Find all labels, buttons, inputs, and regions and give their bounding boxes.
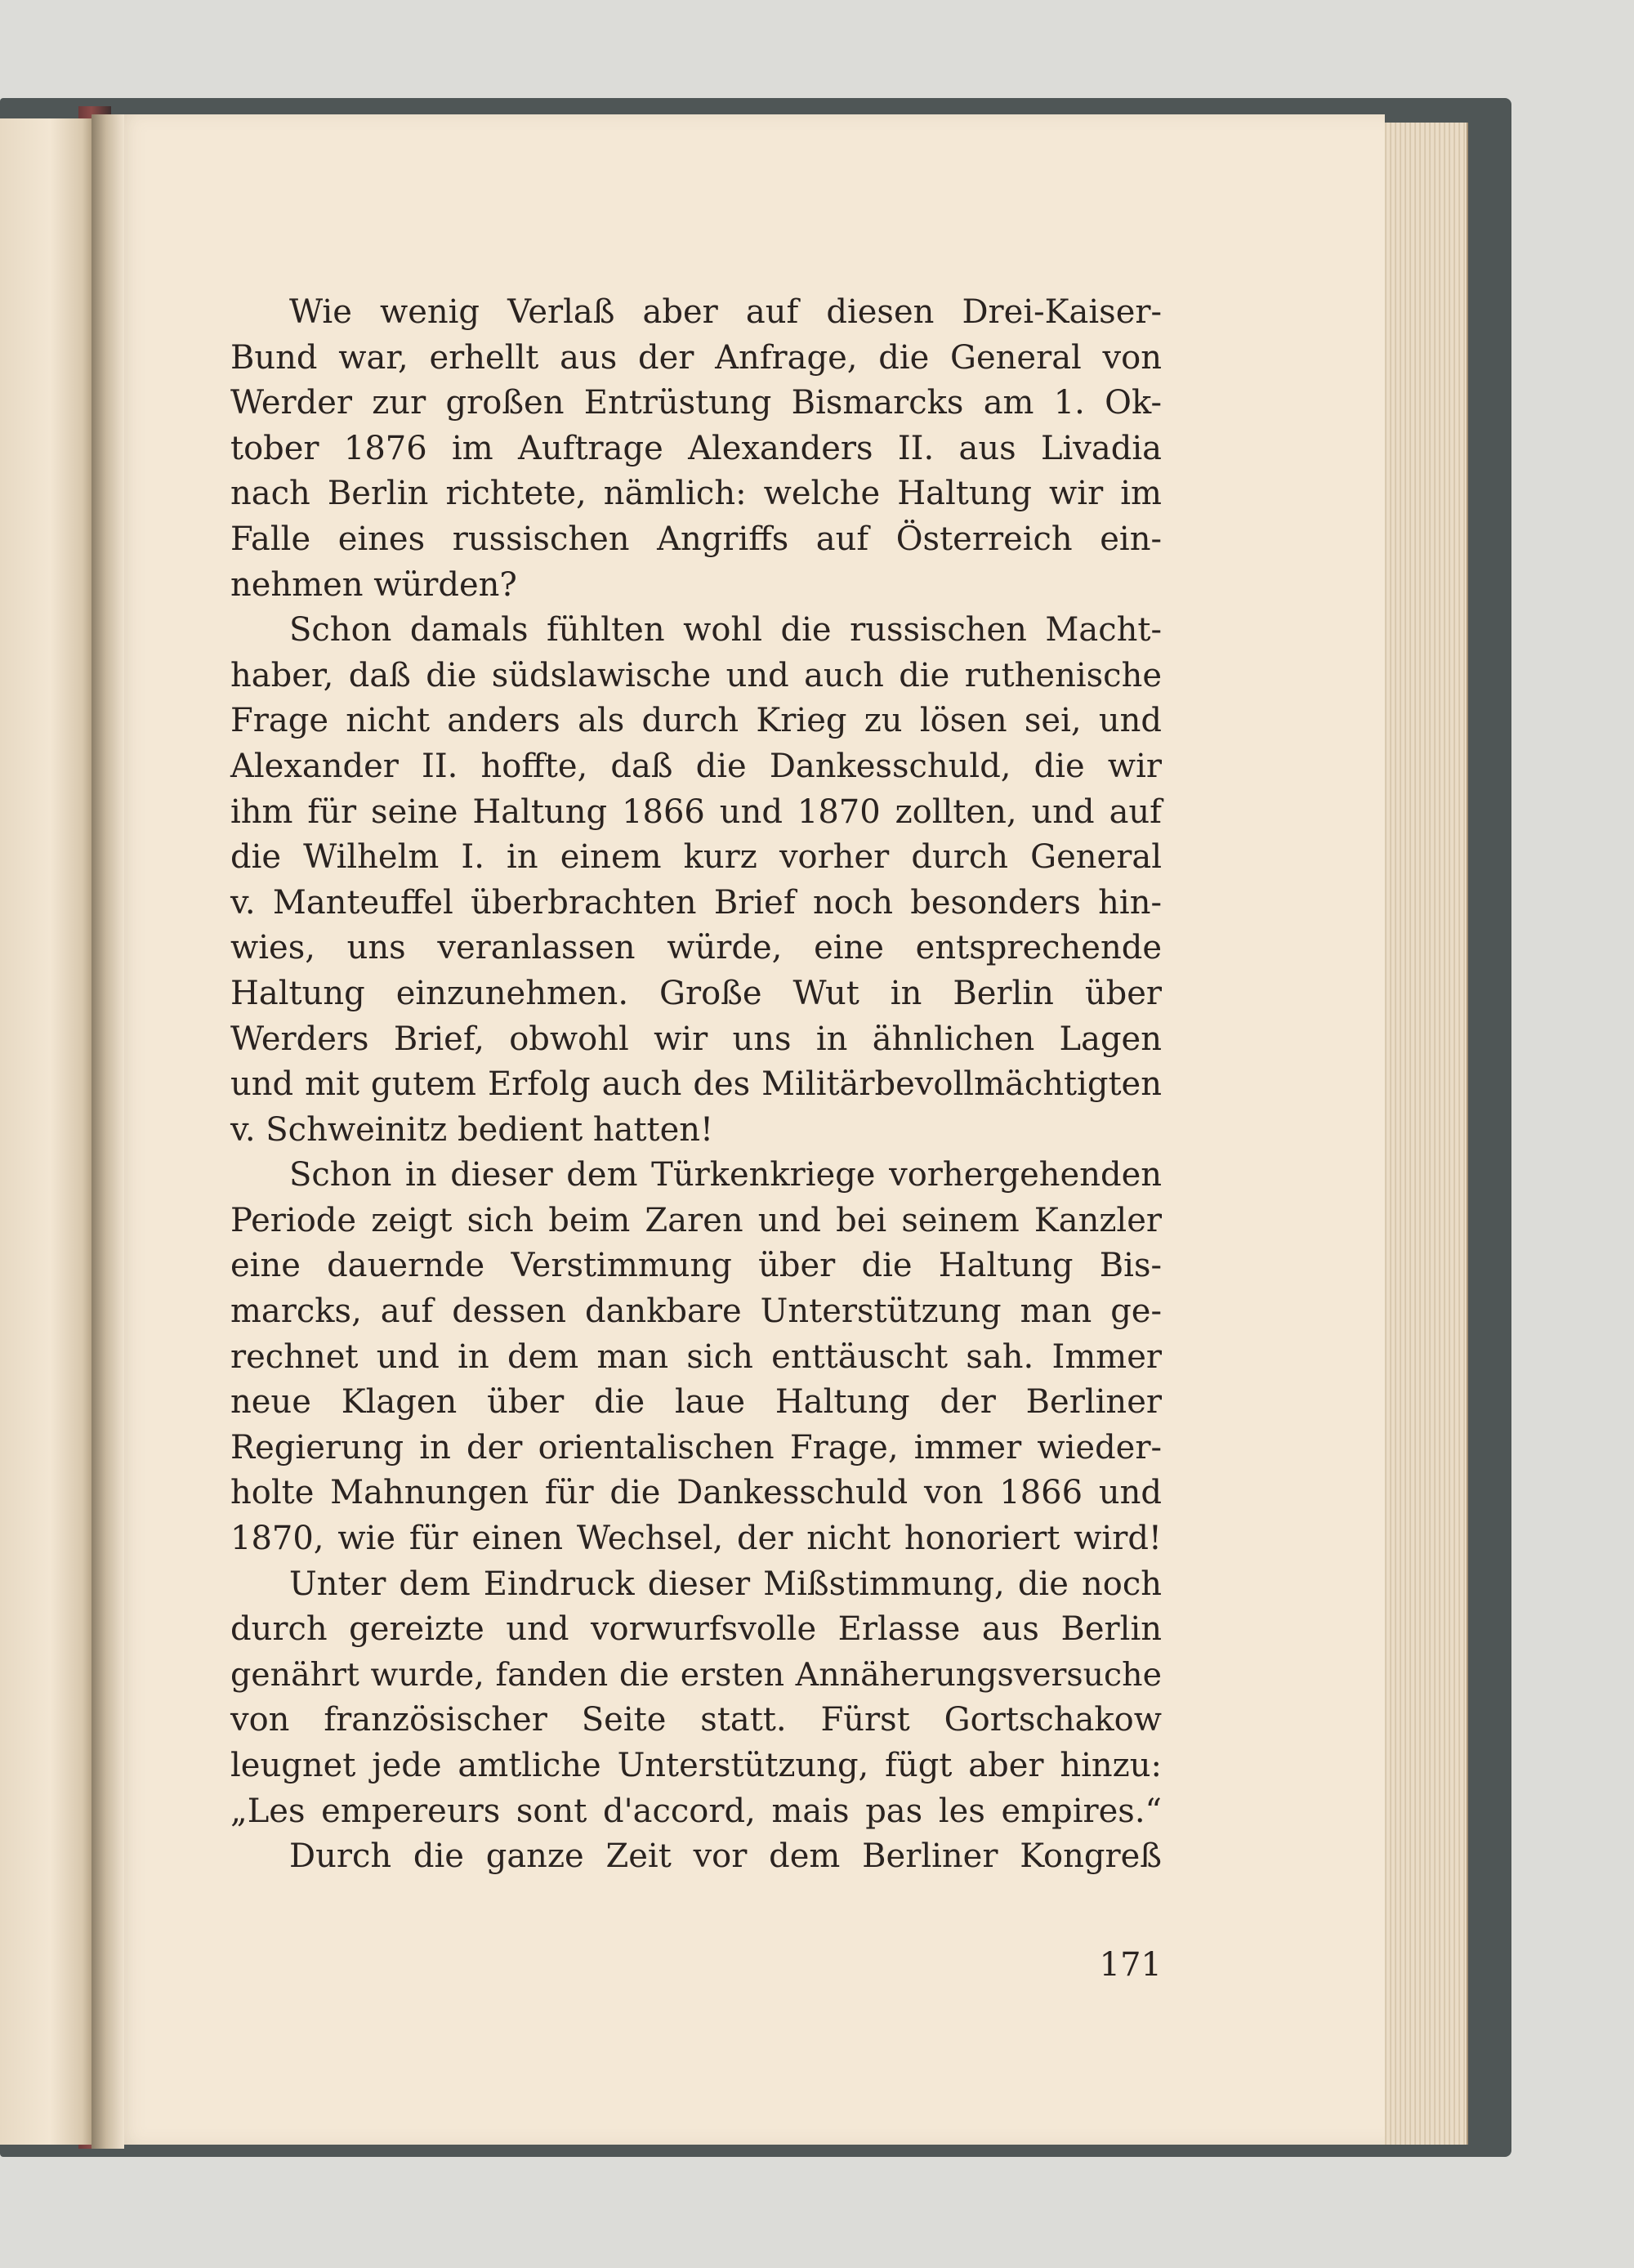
- text-line: Wie wenig Verlaß aber auf diesen Drei-Kaiser-: [289, 293, 1162, 331]
- text-line: marcks, auf dessen dankbare Unterstützung man ge-: [230, 1292, 1162, 1331]
- page-stack-edge: [1373, 123, 1468, 2145]
- text-line: Falle eines russischen Angriffs auf Österreich ein-: [230, 520, 1162, 558]
- text-line: Schon damals fühlten wohl die russischen Macht-: [289, 611, 1162, 650]
- text-line: und mit gutem Erfolg auch des Militärbevollmächtigten: [230, 1065, 1162, 1104]
- text-line: genährt wurde, fanden die ersten Annäherungsversuche: [230, 1655, 1162, 1694]
- text-line: leugnet jede amtliche Unterstützung, fügt aber hinzu:: [230, 1747, 1162, 1784]
- text-line: v. Schweinitz bedient hatten!: [230, 1110, 714, 1149]
- text-line: wies, uns veranlassen würde, eine entsprechende: [230, 929, 1162, 967]
- text-line: von französischer Seite statt. Fürst Gortschakow: [230, 1701, 1162, 1739]
- text-line: tober 1876 im Auftrage Alexanders II. aus Livadia: [230, 429, 1162, 467]
- gutter-shadow: [92, 114, 124, 2149]
- text-line: holte Mahnungen für die Dankesschuld von 1866 und: [230, 1474, 1162, 1512]
- page-number: 171: [1099, 1946, 1162, 1984]
- text-line: 1870, wie für einen Wechsel, der nicht honoriert wird!: [230, 1520, 1162, 1558]
- text-line: v. Manteuffel überbrachten Brief noch besonders hin-: [230, 883, 1162, 922]
- text-line: Unter dem Eindruck dieser Mißstimmung, die noch: [289, 1565, 1162, 1603]
- text-line: neue Klagen über die laue Haltung der Berliner: [230, 1383, 1162, 1422]
- text-line: eine dauernde Verstimmung über die Haltung Bis-: [230, 1247, 1162, 1285]
- facing-page-edge: [0, 118, 92, 2145]
- text-line: Periode zeigt sich beim Zaren und bei seinem Kanzler: [230, 1201, 1162, 1239]
- text-line: nach Berlin richtete, nämlich: welche Haltung wir im: [230, 475, 1162, 513]
- text-line: Werders Brief, obwohl wir uns in ähnlichen Lagen: [230, 1020, 1162, 1058]
- text-line: Bund war, erhellt aus der Anfrage, die General von: [230, 338, 1162, 377]
- text-line: durch gereizte und vorwurfsvolle Erlasse aus Berlin: [230, 1610, 1162, 1649]
- text-line: Schon in dieser dem Türkenkriege vorhergehenden: [289, 1156, 1162, 1194]
- text-line: Frage nicht anders als durch Krieg zu lösen sei, und: [230, 702, 1162, 740]
- text-line: Durch die ganze Zeit vor dem Berliner Kongreß: [289, 1837, 1162, 1876]
- text-line: Alexander II. hoffte, daß die Dankesschuld, die wir: [230, 747, 1162, 785]
- text-line: nehmen würden?: [230, 565, 517, 604]
- text-line: die Wilhelm I. in einem kurz vorher durch General: [230, 838, 1162, 877]
- body-text: [230, 290, 1162, 1880]
- text-line: „Les empereurs sont d'accord, mais pas les empires.“: [230, 1792, 1162, 1830]
- text-line: rechnet und in dem man sich enttäuscht sah. Immer: [230, 1337, 1162, 1376]
- text-line: ihm für seine Haltung 1866 und 1870 zollten, und auf: [230, 792, 1162, 831]
- text-line: haber, daß die südslawische und auch die ruthenische: [230, 656, 1162, 694]
- text-line: Haltung einzunehmen. Große Wut in Berlin über: [230, 974, 1162, 1012]
- text-line: Regierung in der orientalischen Frage, immer wieder-: [230, 1428, 1162, 1467]
- text-line: Werder zur großen Entrüstung Bismarcks am 1. Ok-: [230, 384, 1162, 422]
